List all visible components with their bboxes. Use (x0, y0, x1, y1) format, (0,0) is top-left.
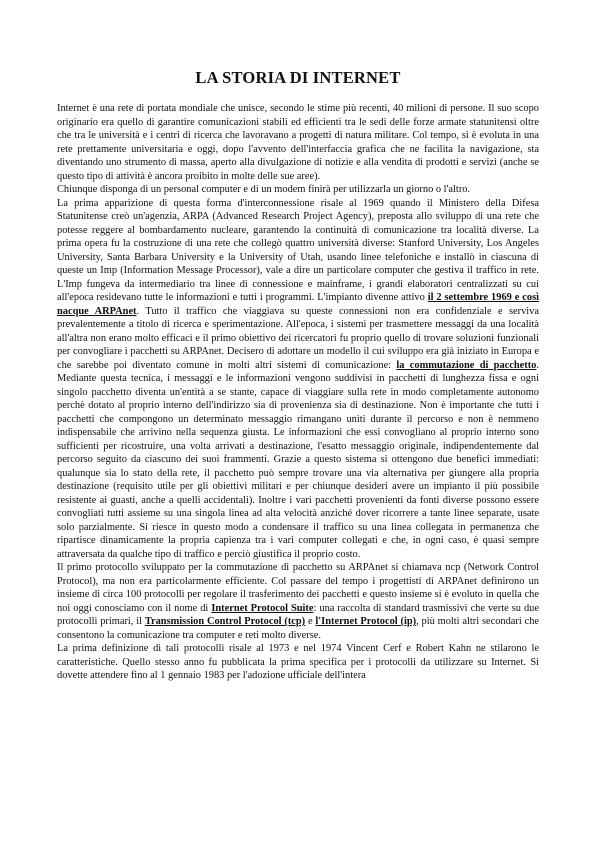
paragraph-text: La prima apparizione di questa forma d'interconnessione risale al 1969 quando il Ministero della Difesa Statunitense creò un'agenzia, ARPA (Advanced Research Project Agency), preposta allo sviluppo di una rete che potesse reggere al bombardamento nucleare, garantendo la continuità di comunicazione tra località diverse. La prima opera fu la costruzione di una rete che collegò quattro università diverse: Stanford University, Los Angeles University, Santa Barbara University e la University of Utah, usando linee telefoniche e installò in ciascuna di queste un Imp (Information Message Processor), vale a dire un particolare computer che gestiva il traffico in rete. L'Imp fungeva da intermediario tra linee di connessione e mainframe, i grandi elaboratori centralizzati su cui all'epoca residevano tutte le informazioni e tutti i programmi. L'impianto divenne attivo (57, 197, 539, 303)
paragraph (57, 102, 539, 183)
paragraph-text: La prima definizione di tali protocolli risale al 1973 e nel 1974 Vincent Cerf e Robert Kahn ne stilarono le caratteristiche. Quello stesso anno fu pubblicata la prima specifica per i protocolli da utilizzare su Internet. Si dovette attendere fino al 1 gennaio 1983 per l'adozione ufficiale dell'intera (57, 643, 539, 681)
paragraph-text: . Mediante questa tecnica, i messaggi e le informazioni vengono suddivisi in pacchetti di lunghezza fissa e ogni singolo pacchetto diventa un'entità a se stante, capace di viaggiare sulla rete in modo completamente autonomo perchè dotato al proprio interno dell'indirizzo sia di provenienza sia di destinazione. Non è importante che tutti i pacchetti che compongono un determinato messaggio rimangano uniti durante il percorso e non è nemmeno indispensabile che arrivino nella sequenza giusta. Le informazioni che essi convogliano al proprio interno sono sufficienti per ricostruire, una volta arrivati a destinazione, l'esatto messaggio originale, indipendentemente dal percorso seguito da ciascuno dei suoi frammenti. Grazie a questo sistema si ottengono due benefici immediati: qualunque sia lo stato della rete, il pacchetto può sempre trovare una via alternativa per giungere alla propria destinazione (requisito utile per gli obiettivi militari e per chiunque desideri avere un impianto il più possibile resistente ai guasti, anche a quelli accidentali). Inoltre i vari pacchetti provenienti da fonti diverse possono essere convogliati tutti assieme su una singola linea ad alta velocità anziché dover ricorrere a tante linee separate, usate solo parzialmente. Si riesce in questo modo a condensare il traffico su una linea collegata in permanenza che ripartisce dinamicamente la propria capienza tra i vari computer collegati e che, in ogni caso, è quasi sempre attraversata da qualche tipo di traffico e perciò giustifica il proprio costo. (57, 359, 539, 560)
paragraph (57, 197, 539, 562)
paragraph (57, 183, 539, 197)
document-title: LA STORIA DI INTERNET (195, 68, 401, 87)
underlined-term: il 2 settembre 1969 e così nacque ARPAnet (57, 292, 539, 317)
paragraph-text: , più molti altri secondari che consentono la comunicazione tra computer e reti molto diverse. (57, 616, 539, 641)
paragraph (57, 561, 539, 642)
paragraph-text: . Tutto il traffico che viaggiava su queste connessioni non era confidenziale e serviva prevalentemente a titolo di ricerca e sperimentazione. All'epoca, i sistemi per trasmettere messaggi da una località all'altra non erano molto efficaci e il primo obiettivo dei ricercatori fu proprio quello di trovare soluzioni funzionali per convogliare i pacchetti su ARPAnet. Decisero di adottare un modello il cui sviluppo era già iniziato in Europa e che sarebbe poi diventato comune in molti altri sistemi di comunicazione: (57, 305, 539, 371)
paragraph-text: Internet è una rete di portata mondiale che unisce, secondo le stime più recenti, 40 milioni di persone. Il suo scopo originario era quello di garantire comunicazioni stabili ed efficienti tra le sedi delle forze armate statunitensi oltre che tra le università e i centri di ricerca che lavoravano a progetti di natura militare. Col tempo, si è evoluta in una rete prettamente universitaria e oggi, dopo l'avvento dell'interfaccia grafica che ne facilita la navigazione, sta diventando uno strumento di massa, aperto alla divulgazione di notizie e alla vendita di prodotti e servizi (anche se questo tipo di attività è ancora proibito in molte delle sue aree). (57, 103, 539, 182)
underlined-term: l'Internet Protocol (ip) (315, 616, 417, 627)
paragraph (57, 642, 539, 683)
underlined-term: la commutazione di pacchetto (396, 359, 537, 371)
paragraph-text: Chiunque disponga di un personal computer e di un modem finirà per utilizzarla un giorno o l'altro. (57, 184, 471, 195)
paragraph-text: e (305, 616, 316, 627)
underlined-term: Transmission Control Protocol (tcp) (144, 616, 306, 627)
underlined-term: Internet Protocol Suite (211, 602, 314, 614)
paragraph-text: Il primo protocollo sviluppato per la commutazione di pacchetto su ARPAnet si chiamava ncp (Network Control Protocol), ma non era particolarmente efficiente. Col passare del tempo i progettisti di ARPAnet definirono un insieme di circa 100 protocolli per regolare il trasferimento dei pacchetti e questo insieme si è evoluto in quella che noi oggi conosciamo con il nome di (57, 562, 539, 614)
document-body (57, 102, 539, 683)
paragraph-text: : una raccolta di standard trasmissivi che verte su due protocolli primari, il (57, 602, 539, 627)
